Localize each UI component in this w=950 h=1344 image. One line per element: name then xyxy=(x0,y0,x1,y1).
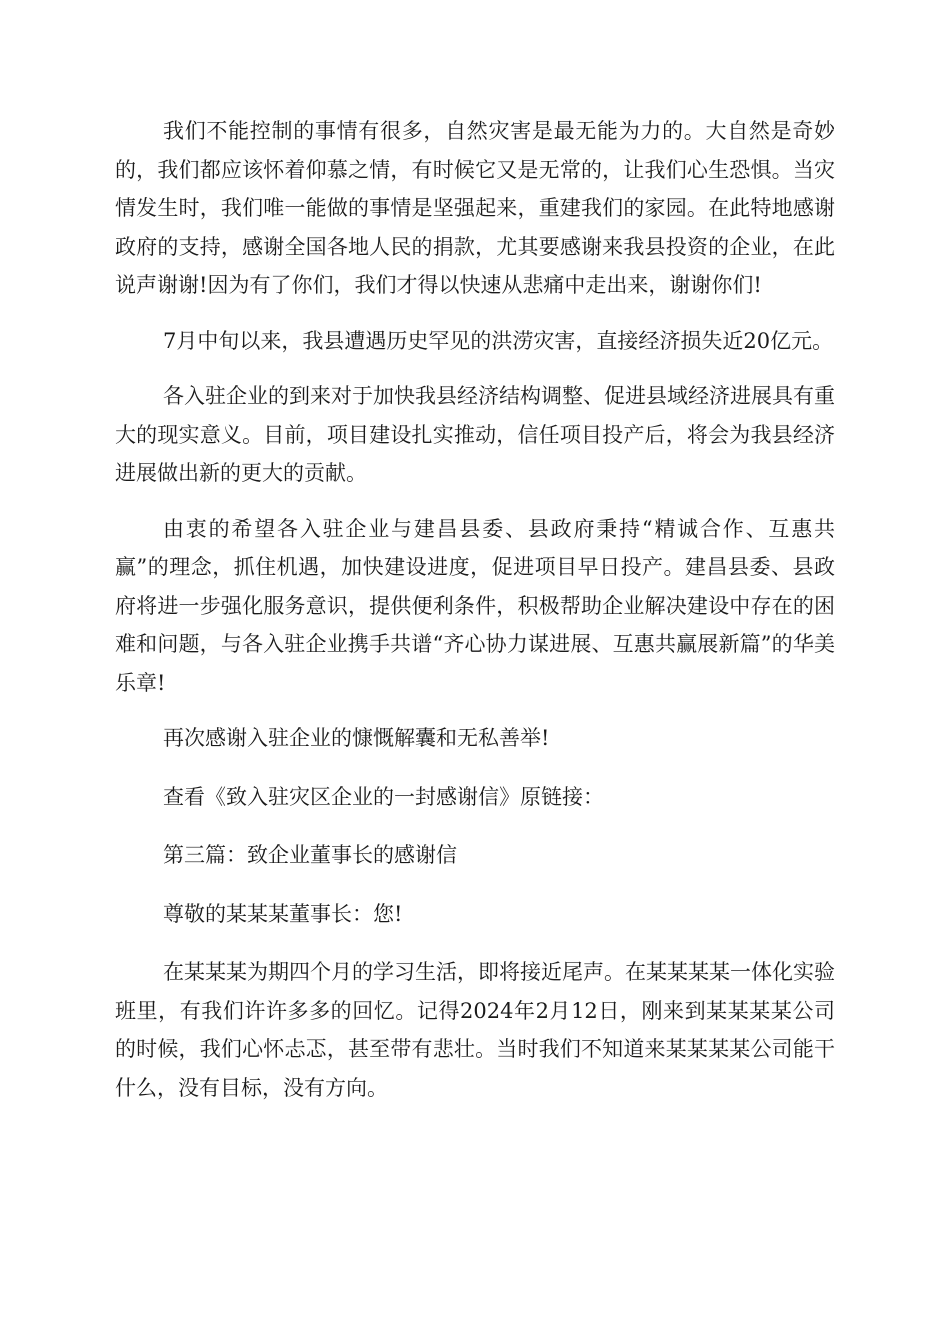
paragraph-original-link: 查看《致入驻灾区企业的一封感谢信》原链接： xyxy=(163,784,604,809)
paragraph-enterprise-significance: 各入驻企业的到来对于加快我县经济结构调整、促进县域经济进展具有重大的现实意义。目前，项目建设扎实推动，信任项目投产后，将会为我县经济进展做出新的更大的贡献。 xyxy=(115,384,835,485)
letter-salutation: 尊敬的某某某董事长：您! xyxy=(163,901,403,926)
paragraph-thanks-again: 再次感谢入驻企业的慷慨解囊和无私善举! xyxy=(163,726,550,750)
paragraph-natural-disaster: 我们不能控制的事情有很多，自然灾害是最无能为力的。大自然是奇妙的，我们都应该怀着仰慕之情，有时候它又是无常的，让我们心生恐惧。当灾情发生时，我们唯一能做的事情是坚强起来，重建我们的家园。在此特地感谢政府的支持，感谢全国各地人民的捐款，尤其要感谢来我县投资的企业，在此说声谢谢!因为有了你们，我们才得以快速从悲痛中走出来，谢谢你们! xyxy=(115,119,835,297)
paragraph-cooperation-hope: 由衷的希望各入驻企业与建昌县委、县政府秉持“精诚合作、互惠共赢”的理念，抓住机遇，加快建设进度，促进项目早日投产。建昌县委、县政府将进一步强化服务意识，提供便利条件，积极帮助企业解决建设中存在的困难和问题，与各入驻企业携手共谱“齐心协力谋进展、互惠共赢展新篇”的华美乐章! xyxy=(115,516,835,695)
section-heading-third: 第三篇：致企业董事长的感谢信 xyxy=(163,843,457,867)
paragraph-flood-loss: 7月中旬以来，我县遭遇历史罕见的洪涝灾害，直接经济损失近20亿元。 xyxy=(163,328,834,353)
document-page xyxy=(115,112,835,1124)
paragraph-study-life: 在某某某为期四个月的学习生活，即将接近尾声。在某某某某一体化实验班里，有我们许许多多的回忆。记得2024年2月12日，刚来到某某某某公司的时候，我们心怀忐忑，甚至带有悲壮。当时我们不知道来某某某某公司能干什么，没有目标，没有方向。 xyxy=(115,960,835,1100)
